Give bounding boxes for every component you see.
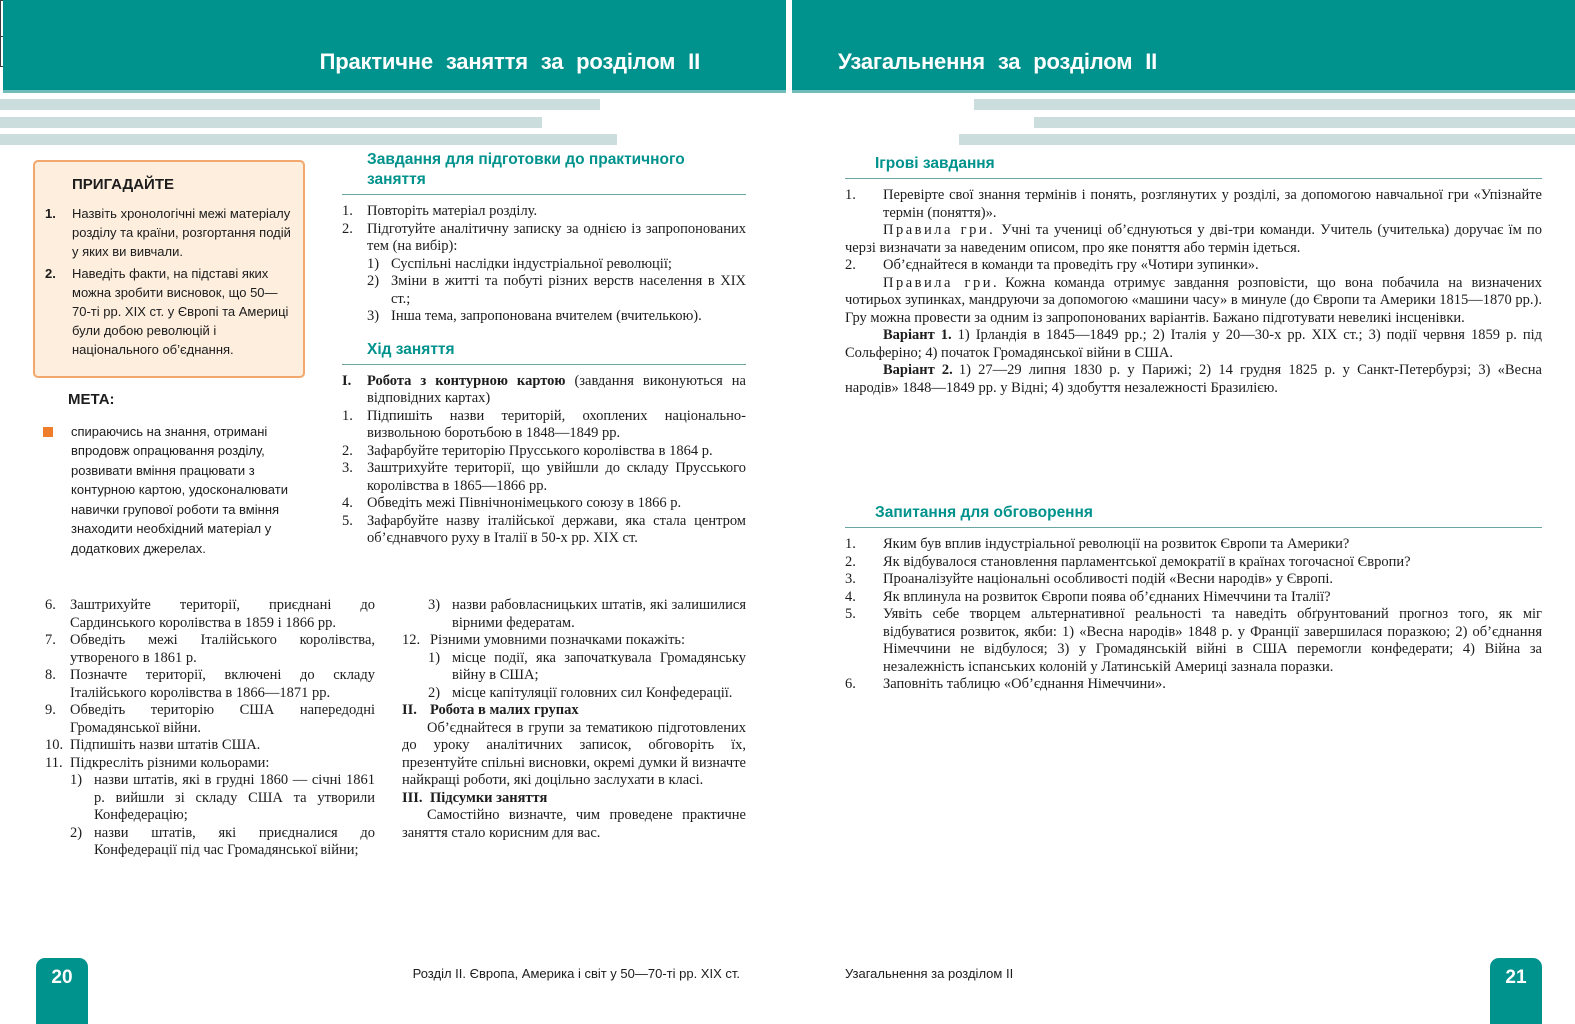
item-number: 1) xyxy=(70,772,83,788)
item-text: Обведіть межі Італійського королівства, утвореного в 1861 р. xyxy=(70,632,375,666)
roman-part-item xyxy=(402,790,746,808)
item-number: 2) xyxy=(367,273,380,289)
item-number: 6. xyxy=(45,597,56,613)
list-item xyxy=(45,737,375,755)
heading-rule xyxy=(845,527,1542,528)
item-number: 4. xyxy=(845,588,856,605)
item-text: Уявіть себе творцем альтернативної реальності та наведіть обґрунтований прогноз того, як міг відбуватися розвиток, якби: 1) «Весна народів» 1848 р. у Франції завершилася поразкою; 2) об’єднання Німеччини не відбулося; 3) у Громадянській війні в США перемогли конфедерати; 4) Війна за незалежність іспанських колоній у Латинській Америці зазнала поразки. xyxy=(883,606,1542,675)
list-item xyxy=(845,676,1542,694)
game-rules-paragraph xyxy=(845,275,1542,328)
right-page-title: Узагальнення за розділом II xyxy=(838,49,1158,74)
part-note: (завдання виконуються на відповідних картах) xyxy=(367,372,746,406)
item-text: Наведіть факти, на підставі яких можна зробити висновок, що 50—70-ті рр. XIX ст. у Європі та Америці були добою революцій і національного об’єднання. xyxy=(72,266,289,357)
item-text: Як відбувалося становлення парламентської демократії в країнах тогочасної Європи? xyxy=(883,553,1411,570)
list-item xyxy=(45,597,375,632)
item-number: 3. xyxy=(845,571,856,587)
item-text: назви штатів, які в грудні 1860 — січні 1861 р. вийшли зі складу США та утворили Конфедерацію; xyxy=(94,772,375,823)
variant-text: 1) Ірландія в 1845—1849 рр.; 2) Італія у 20—30-х рр. XIX ст.; 3) події червня 1859 р. під Сольферіно; 4) початок Громадянської війни в США. xyxy=(845,327,1542,361)
left-running-footer: Розділ II. Європа, Америка і світ у 50—70-ті рр. XIX ст. xyxy=(412,966,740,981)
item-number: 11. xyxy=(45,754,63,771)
item-number: 10. xyxy=(45,737,64,753)
item-text: назви штатів, які приєдналися до Конфедерації під час Громадянської війни; xyxy=(94,824,375,858)
item-number: 2. xyxy=(45,266,56,281)
section-heading: Хід заняття xyxy=(367,340,455,358)
item-number: 1. xyxy=(45,206,56,221)
games-section xyxy=(845,154,1542,397)
item-text: Зафарбуйте територію Прусського королівства в 1864 р. xyxy=(367,442,713,459)
item-text: Повторіть матеріал розділу. xyxy=(367,203,538,219)
list-item xyxy=(845,571,1542,589)
map-tasks-column xyxy=(45,597,375,860)
item-number: 2. xyxy=(342,220,353,237)
sub-item xyxy=(367,273,746,308)
item-number: 5. xyxy=(845,606,856,622)
recall-item xyxy=(45,204,291,261)
item-number: 9. xyxy=(45,702,56,718)
item-number: III. xyxy=(402,789,423,806)
item-text: Зафарбуйте назву італійської держави, яка стала центром об’єднавчого руху в Італії в 50-х рр. XIX ст. xyxy=(367,512,746,546)
page-number-right: 21 xyxy=(1490,958,1542,1024)
item-text: Позначте території, включені до складу Італійського королівства в 1866—1871 рр. xyxy=(70,667,375,701)
list-item xyxy=(342,495,746,513)
item-number: 1. xyxy=(342,203,353,219)
item-text: Заштрихуйте території, приєднані до Сардинського королівства в 1859 і 1866 рр. xyxy=(70,597,375,631)
item-number: 3) xyxy=(428,597,441,613)
item-text: Підпишіть назви штатів США. xyxy=(70,737,261,753)
prep-and-course-column xyxy=(342,150,746,548)
item-number: 4. xyxy=(342,495,353,511)
heading-rule xyxy=(342,194,746,195)
decorative-stripe xyxy=(0,117,542,128)
item-text: Підкресліть різними кольорами: xyxy=(70,754,270,771)
section-heading: Ігрові завдання xyxy=(875,155,995,172)
list-item xyxy=(342,221,746,256)
sub-item xyxy=(367,308,746,326)
part-title: Робота в малих групах xyxy=(430,702,579,718)
orange-square-bullet-icon xyxy=(43,427,53,437)
list-item xyxy=(45,702,375,737)
item-number: 1) xyxy=(367,255,380,272)
item-number: 2. xyxy=(845,553,856,570)
list-item xyxy=(342,203,746,221)
item-text: Обведіть територію США напередодні Громадянської війни. xyxy=(70,702,375,736)
variant-paragraph xyxy=(845,362,1542,397)
list-item xyxy=(845,554,1542,572)
list-item xyxy=(402,632,746,650)
item-number: 2) xyxy=(70,824,83,841)
section-heading: Запитання для обговорення xyxy=(875,504,1093,521)
discussion-section xyxy=(845,503,1542,694)
goal-text: спираючись на знання, отримані впродовж опрацювання розділу, розвивати вміння працювати з контурною картою, удосконалювати навички групової роботи та вміння знаходити необхідний матеріал у додаткових джерелах. xyxy=(71,423,288,556)
item-text: Зміни в житті та побуті різних верств населення в XIX ст.; xyxy=(391,273,746,307)
recall-box xyxy=(33,160,305,378)
item-text: назви рабовласницьких штатів, які залишилися вірними федератам. xyxy=(452,597,746,631)
goal-title: МЕТА: xyxy=(68,391,115,408)
right-running-footer: Узагальнення за розділом II xyxy=(845,966,1014,981)
goal-section xyxy=(40,390,306,558)
item-text: місце капітуляції головних сил Конфедерації. xyxy=(452,684,733,701)
item-number: 3. xyxy=(342,460,353,476)
page-number-left: 20 xyxy=(36,958,88,1024)
list-item xyxy=(45,632,375,667)
item-number: 1) xyxy=(428,649,441,666)
rules-label: Правила гри. xyxy=(883,274,1000,291)
sub-item xyxy=(70,825,375,860)
sub-item xyxy=(70,772,375,825)
list-item xyxy=(45,667,375,702)
item-number: 1. xyxy=(342,407,353,424)
left-page-title: Практичне заняття за розділом II xyxy=(319,49,700,74)
item-number: I. xyxy=(342,372,352,389)
part-title: Підсумки заняття xyxy=(430,789,548,806)
item-text xyxy=(367,373,746,408)
item-text: Об’єднайтеся в команди та проведіть гру «Чотири зупинки». xyxy=(883,257,1259,273)
item-number: 7. xyxy=(45,632,56,648)
variant-text: 1) 27—29 липня 1830 р. у Парижі; 2) 14 грудня 1825 р. у Санкт-Петербурзі; 3) «Весна народів» 1848—1849 рр. у Відні; 4) здобуття незалежності Бразилією. xyxy=(845,362,1542,396)
item-text: Підготуйте аналітичну записку за однією із запропонованих тем (на вибір): xyxy=(367,220,746,254)
recall-box-title: ПРИГАДАЙТЕ xyxy=(72,176,174,193)
list-item xyxy=(342,460,746,495)
game-rules-paragraph xyxy=(845,222,1542,257)
item-number: II. xyxy=(402,702,417,718)
item-number: 6. xyxy=(845,676,856,692)
item-text: Заштрихуйте території, що увійшли до складу Прусського королівства в 1865—1866 рр. xyxy=(367,460,746,494)
item-number: 5. xyxy=(342,512,353,529)
paragraph: Самостійно визначте, чим проведене практичне заняття стало корисним для вас. xyxy=(402,807,746,841)
item-text: Різними умовними позначками покажіть: xyxy=(430,632,686,648)
item-text: Проаналізуйте національні особливості подій «Весни народів» у Європі. xyxy=(883,571,1334,587)
list-item xyxy=(342,408,746,443)
variant-label: Варіант 1. xyxy=(883,327,952,343)
course-continuation-column xyxy=(402,597,746,842)
item-text: Заповніть таблицю «Об’єднання Німеччини». xyxy=(883,676,1166,692)
list-item xyxy=(845,536,1542,554)
left-page-header-bar xyxy=(3,0,786,93)
variant-label: Варіант 2. xyxy=(883,362,953,378)
item-number: 2. xyxy=(342,442,353,459)
item-number: 3) xyxy=(367,308,380,324)
item-number: 8. xyxy=(45,667,56,683)
rules-label: Правила гри. xyxy=(883,222,996,238)
item-number: 1. xyxy=(845,187,856,203)
item-number: 2. xyxy=(845,257,856,273)
recall-item xyxy=(45,264,291,359)
item-text: Обведіть межі Північнонімецького союзу в 1866 р. xyxy=(367,495,682,511)
item-number: 2) xyxy=(428,684,441,701)
item-text: Перевірте свої знання термінів і понять, розглянутих у розділі, за допомогою навчальної гри «Упізнайте термін (поняття)». xyxy=(883,187,1542,221)
list-item xyxy=(45,755,375,773)
list-item xyxy=(845,606,1542,676)
heading-rule xyxy=(342,364,746,365)
list-item xyxy=(845,187,1542,222)
item-text: Підпишіть назви територій, охоплених національно-визвольною боротьбою в 1848—1849 рр. xyxy=(367,407,746,441)
item-number: 1. xyxy=(845,536,856,552)
item-text: Як вплинула на розвиток Європи поява об’єднаних Німеччини та Італії? xyxy=(883,588,1331,605)
section-heading: Завдання для підготовки до практичного заняття xyxy=(367,151,685,188)
item-text: Інша тема, запропонована вчителем (вчителькою). xyxy=(391,308,702,324)
sub-item xyxy=(428,650,746,685)
sub-item xyxy=(428,597,746,632)
part-title: Робота з контурною картою xyxy=(367,372,566,389)
heading-rule xyxy=(845,178,1542,179)
sub-item xyxy=(428,685,746,703)
item-number: 12. xyxy=(402,632,421,648)
variant-paragraph xyxy=(845,327,1542,362)
item-text: Яким був вплив індустріальної революції на розвиток Європи та Америки? xyxy=(883,536,1350,552)
item-text: місце події, яка започаткувала Громадянську війну в США; xyxy=(452,649,746,683)
sub-item xyxy=(367,256,746,274)
rules-text: Учні та учениці об’єднуються у дві-три команди. Учитель (учителька) доручає їм по черзі визначати за наведеним описом, про яке поняття або термін ідеться. xyxy=(845,222,1542,256)
list-item xyxy=(342,513,746,548)
rules-text: Кожна команда отримує завдання розповісти, що вона побачила на визначених чотирьох зупинках, мандруючи за допомогою «машини часу» в минуле (до Європи та Америки 1815—1870 рр.). Гру можна провести за одним із запропонованих варіантів. Бажано підготувати невеликі інсценівки. xyxy=(845,274,1542,326)
decorative-stripe xyxy=(1034,117,1575,128)
list-item xyxy=(845,257,1542,275)
decorative-stripe xyxy=(0,99,600,110)
right-page-header-bar xyxy=(792,0,1575,93)
list-item xyxy=(342,443,746,461)
paragraph: Об’єднайтеся в групи за тематикою підготовлених до уроку аналітичних записок, обговоріть їх, презентуйте спільні висновки, окремі думки й визначте найкращі роботи, які доцільно заслухати в класі. xyxy=(402,719,746,788)
decorative-stripe xyxy=(0,134,617,145)
decorative-stripe xyxy=(959,134,1575,145)
item-text: Назвіть хронологічні межі матеріалу розділу та країни, розгортання подій у яких ви вивчали. xyxy=(72,206,291,259)
list-item xyxy=(845,589,1542,607)
roman-part-item xyxy=(342,373,746,408)
decorative-stripe xyxy=(974,99,1575,110)
roman-part-item xyxy=(402,702,746,720)
item-text: Суспільні наслідки індустріальної революції; xyxy=(391,255,672,272)
